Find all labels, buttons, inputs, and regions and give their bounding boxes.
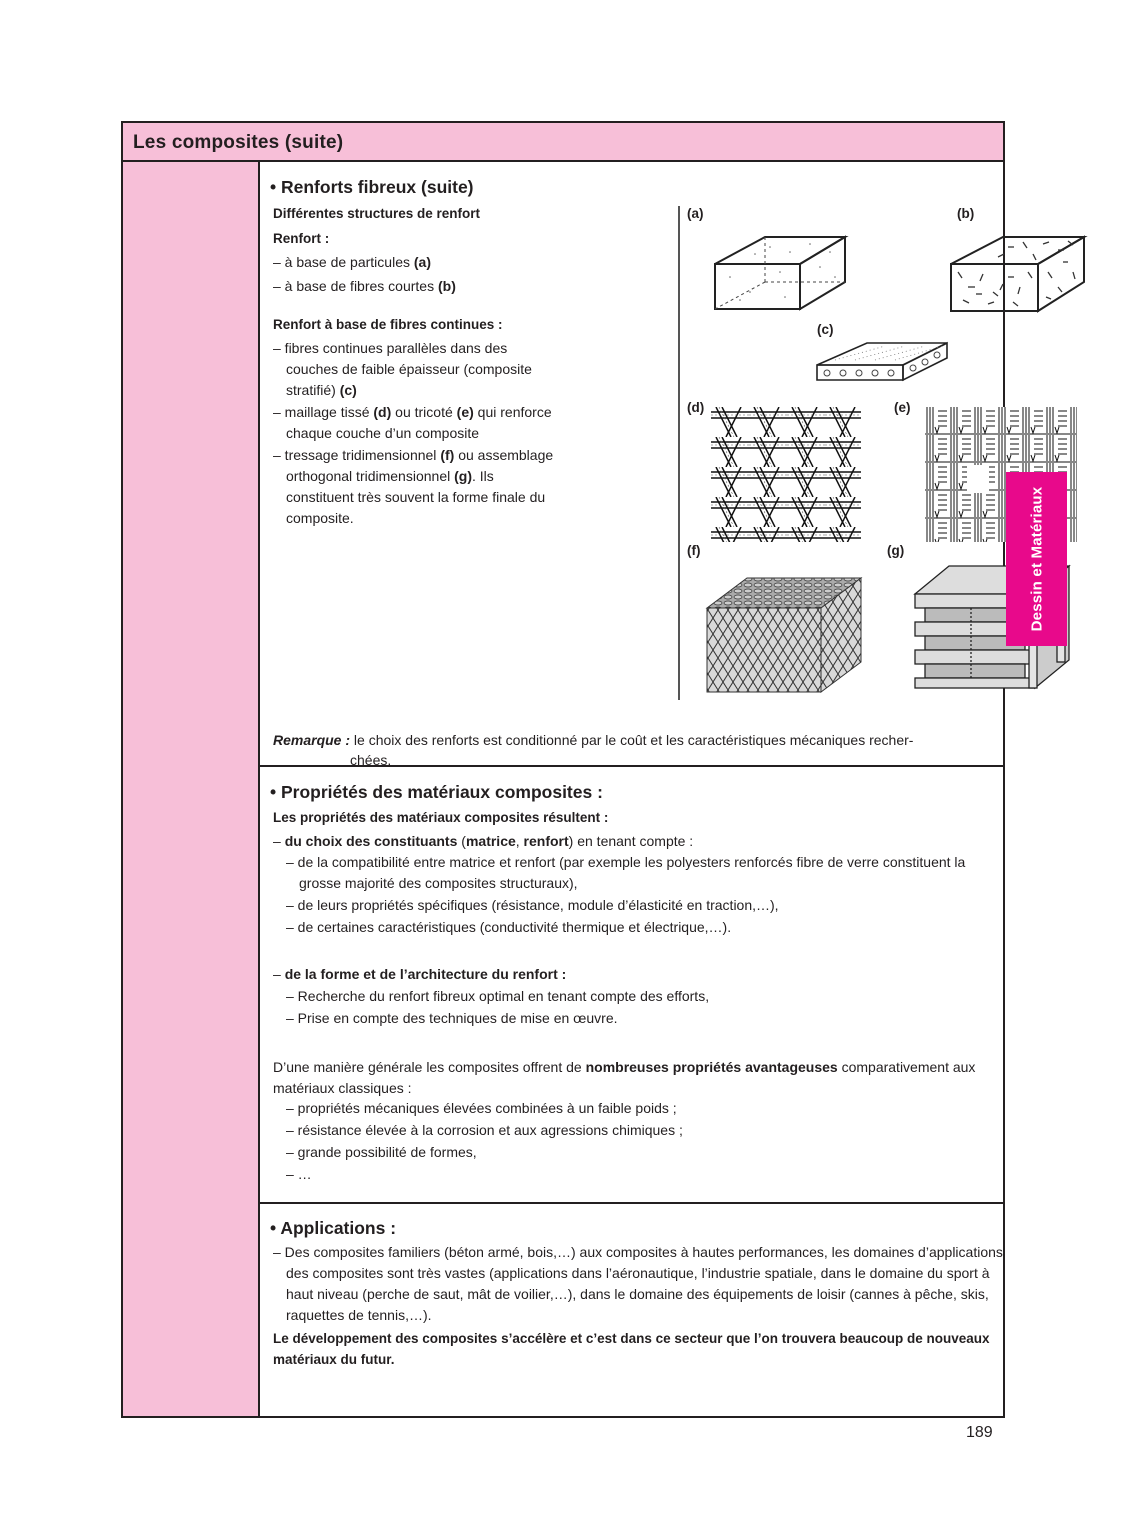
page-header xyxy=(123,123,1003,162)
section-heading: • Renforts fibreux (suite) xyxy=(270,177,474,197)
short-fiber-block-figure xyxy=(948,232,1088,316)
chapter-side-tab xyxy=(1006,472,1067,646)
section-renforts xyxy=(260,162,1003,768)
figure-label-a: (a) xyxy=(687,206,704,221)
list-item: – fibres continues parallèles dans des couches de faible épaisseur (composite stratifié) (c) xyxy=(273,340,532,398)
list-item: – à base de fibres courtes (b) xyxy=(273,278,456,294)
page-number: 189 xyxy=(966,1424,993,1441)
page-title: Les composites (suite) xyxy=(133,132,344,153)
remark: Remarque : le choix des renforts est conditionné par le coût et les caractéristiques mécaniques recher- xyxy=(273,732,914,748)
figure-label-c: (c) xyxy=(817,322,834,337)
list-item: – tressage tridimensionnel (f) ou assemblage orthogonal tridimensionnel (g). Ils constituent très souvent la forme finale du composite. xyxy=(273,447,554,526)
figure-label-d: (d) xyxy=(687,400,705,415)
list-item: – … xyxy=(286,1166,312,1182)
figure-label-f: (f) xyxy=(687,543,701,558)
side-tab-label: Dessin et Matériaux xyxy=(1028,486,1045,632)
list-item: – de la forme et de l’architecture du renfort : xyxy=(273,966,567,982)
figure-label-b: (b) xyxy=(957,206,975,221)
particle-block-figure xyxy=(710,232,850,314)
paragraph: D’une manière générale les composites offrent de nombreuses propriétés avantageuses comparativement aux matériaux classiques : xyxy=(273,1059,976,1096)
list-item: – propriétés mécaniques élevées combinées à un faible poids ; xyxy=(286,1100,677,1116)
list-item: – Recherche du renfort fibreux optimal en tenant compte des efforts, xyxy=(286,988,710,1004)
vertical-separator xyxy=(678,206,680,700)
continuous-label: Renfort à base de fibres continues : xyxy=(273,317,503,332)
list-item: – résistance élevée à la corrosion et aux agressions chimiques ; xyxy=(286,1122,683,1138)
laminate-figure xyxy=(815,340,955,385)
list-item: – Prise en compte des techniques de mise en œuvre. xyxy=(286,1010,618,1026)
intro: Les propriétés des matériaux composites résultent : xyxy=(273,810,609,825)
section-heading: • Propriétés des matériaux composites : xyxy=(270,782,603,802)
3d-braid-figure xyxy=(703,570,863,700)
list-item: – du choix des constituants (matrice, renfort) en tenant compte : xyxy=(273,833,694,849)
figure-label-g: (g) xyxy=(887,543,905,558)
list-item: – grande possibilité de formes, xyxy=(286,1144,477,1160)
list-item: – de leurs propriétés spécifiques (résistance, module d’élasticité en traction,…), xyxy=(286,897,779,913)
list-item: – de certaines caractéristiques (conductivité thermique et électrique,…). xyxy=(286,919,732,935)
section-applications xyxy=(260,1204,1003,1414)
remark-continuation: chées. xyxy=(350,752,392,768)
renfort-label: Renfort : xyxy=(273,231,330,246)
left-margin-column xyxy=(123,162,260,1416)
paragraph: – Des composites familiers (béton armé, bois,…) aux composites à hautes performances, les domaines d’applications des composites sont très vastes (applications dans l’aéronautique, l’industrie spatiale, dans le domaine du sport à haut niveau (perche de saut, mât de voilier,…), dans le domaine des équipements de loisir (cannes à pêche, skis, raquettes de tennis,…). xyxy=(273,1244,1003,1323)
page-frame xyxy=(121,121,1005,1418)
list-item: – de la compatibilité entre matrice et renfort (par exemple les polyesters renforcés fibre de verre constituent la grosse majorité des composites structuraux), xyxy=(286,854,966,891)
subheading: Différentes structures de renfort xyxy=(273,206,481,221)
section-proprietes xyxy=(260,767,1003,1202)
section-heading: • Applications : xyxy=(270,1218,397,1238)
list-item: – maillage tissé (d) ou tricoté (e) qui renforce chaque couche d’un composite xyxy=(273,404,552,441)
figure-label-e: (e) xyxy=(894,400,911,415)
main-content xyxy=(260,162,1003,1416)
conclusion: Le développement des composites s’accélère et c’est dans ce secteur que l’on trouvera beaucoup de nouveaux matériaux du futur. xyxy=(273,1331,990,1367)
woven-mesh-figure xyxy=(711,407,861,542)
list-item: – à base de particules (a) xyxy=(273,254,431,270)
